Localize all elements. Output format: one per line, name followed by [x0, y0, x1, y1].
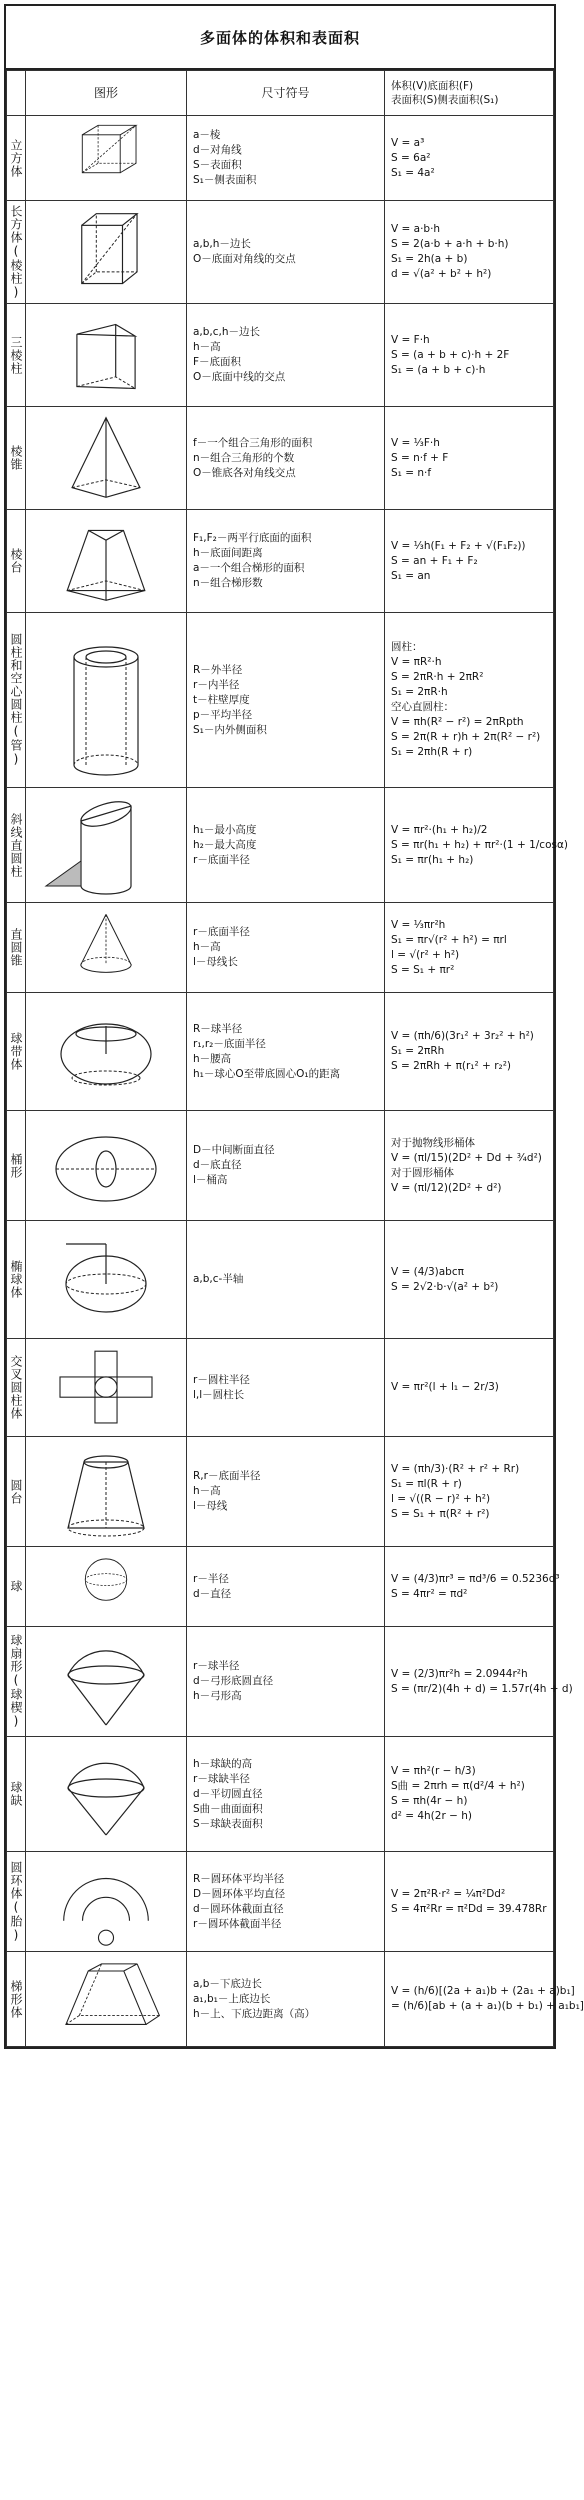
formula-item: S = (πr/2)(4h + d) = 1.57r(4h + d)	[391, 1682, 573, 1695]
symbol-item: h₁－球心O至带底圆心O₁的距离	[193, 1067, 341, 1080]
symbol-item: a₁,b₁－上底边长	[193, 1992, 271, 2005]
table-row	[7, 903, 554, 993]
solid-figure	[26, 304, 187, 407]
table-row	[7, 304, 554, 407]
formula-item: V = a³	[391, 136, 425, 149]
formula-item: S₁ = πr(h₁ + h₂)	[391, 853, 474, 866]
symbol-item: S曲－曲面面积	[193, 1802, 263, 1815]
formula-item: S = (a + b + c)·h + 2F	[391, 348, 510, 361]
solid-drawing	[26, 1224, 186, 1336]
formula-item: V = (4/3)πr³ = πd³/6 = 0.5236d³	[391, 1572, 560, 1585]
formula-item: 对于圆形桶体	[391, 1166, 454, 1179]
symbol-list	[187, 1221, 385, 1339]
formula-list	[385, 903, 554, 993]
symbol-item: S－球缺表面积	[193, 1817, 263, 1830]
formula-table	[6, 70, 584, 2047]
symbol-item: h－底面间距离	[193, 547, 263, 559]
solid-name: 直圆锥	[7, 903, 26, 993]
symbol-item: t－柱壁厚度	[193, 693, 250, 706]
solid-name: 交叉圆柱体	[7, 1339, 26, 1437]
formula-item: V = ⅓h(F₁ + F₂ + √(F₁F₂))	[391, 539, 526, 552]
formula-item: S = πh(4r − h)	[391, 1795, 468, 1807]
symbol-item: R,r－底面半径	[193, 1470, 261, 1482]
symbol-item: d－平切圆直径	[193, 1787, 263, 1800]
solid-figure	[26, 116, 187, 201]
formula-list	[385, 407, 554, 510]
symbol-item: r₁,r₂－底面半径	[193, 1037, 266, 1050]
formula-item: 圆柱：	[391, 641, 423, 653]
symbol-item: d－对角线	[193, 144, 242, 156]
formula-item: S = 4π²Rr = π²Dd = 39.478Rr	[391, 1902, 547, 1915]
formula-item: V = (πl/15)(2D² + Dd + ¾d²)	[391, 1151, 542, 1164]
solid-figure	[26, 407, 187, 510]
solid-drawing	[26, 1855, 186, 1949]
formula-item: S = 2(a·b + a·h + b·h)	[391, 238, 509, 250]
symbol-item: S₁－内外侧面积	[193, 723, 267, 736]
solid-drawing	[26, 791, 186, 900]
formula-item: V = πh²(r − h/3)	[391, 1765, 476, 1777]
solid-drawing	[26, 1440, 186, 1544]
formula-item: V = πr²·(h₁ + h₂)/2	[391, 823, 488, 836]
solid-name: 棱锥	[7, 407, 26, 510]
symbol-list	[187, 1547, 385, 1627]
table-row	[7, 201, 554, 304]
solid-drawing	[26, 1630, 186, 1734]
symbol-item: a－棱	[193, 129, 221, 141]
symbol-list	[187, 1952, 385, 2047]
solid-figure	[26, 1339, 187, 1437]
formula-item: S₁ = (a + b + c)·h	[391, 363, 486, 376]
formula-item: V = a·b·h	[391, 223, 441, 235]
solid-drawing	[26, 513, 186, 610]
table-row	[7, 1627, 554, 1737]
header-blank	[7, 71, 26, 116]
formula-list	[385, 510, 554, 613]
solid-name: 桶形	[7, 1111, 26, 1221]
table-row	[7, 1339, 554, 1437]
formula-list	[385, 1111, 554, 1221]
symbol-list	[187, 1339, 385, 1437]
solid-name: 球带体	[7, 993, 26, 1111]
formula-item: d = √(a² + b² + h²)	[391, 268, 492, 280]
solid-drawing	[26, 996, 186, 1108]
formula-item: S₁ = πl(R + r)	[391, 1477, 462, 1490]
formula-list	[385, 201, 554, 304]
symbol-item: O－底面对角线的交点	[193, 253, 296, 265]
formula-list	[385, 1852, 554, 1952]
formula-item: S = n·f + F	[391, 451, 449, 464]
solid-drawing	[26, 307, 186, 404]
symbol-item: a－一个组合梯形的面积	[193, 562, 305, 574]
symbol-list	[187, 510, 385, 613]
solid-figure	[26, 1547, 187, 1627]
table-row	[7, 788, 554, 903]
solid-name: 梯形体	[7, 1952, 26, 2047]
table-row	[7, 1547, 554, 1627]
formula-item: V = πr²(l + l₁ − 2r/3)	[391, 1381, 499, 1393]
table-row	[7, 1437, 554, 1547]
solid-name: 圆台	[7, 1437, 26, 1547]
solid-figure	[26, 1952, 187, 2047]
symbol-item: d－圆环体截面直径	[193, 1902, 284, 1915]
formula-item: V = (2/3)πr²h = 2.0944r²h	[391, 1667, 528, 1680]
symbol-item: F₁,F₂－两平行底面的面积	[193, 532, 312, 544]
solid-name: 斜线直圆柱	[7, 788, 26, 903]
formula-item: V = (πl/12)(2D² + d²)	[391, 1181, 502, 1194]
formula-item: V = (πh/6)(3r₁² + 3r₂² + h²)	[391, 1030, 534, 1042]
formula-item: d² = 4h(2r − h)	[391, 1810, 473, 1822]
symbol-list	[187, 201, 385, 304]
formula-list	[385, 993, 554, 1111]
symbol-list	[187, 1437, 385, 1547]
formula-item: 对于抛物线形桶体	[391, 1136, 475, 1149]
formula-item: = (h/6)[ab + (a + a₁)(b + b₁) + a₁b₁]	[391, 2000, 584, 2012]
symbol-item: l,l－圆柱长	[193, 1388, 245, 1401]
formula-item: l = √((R − r)² + h²)	[391, 1492, 491, 1505]
formula-item: S₁ = 4a²	[391, 166, 435, 179]
solid-drawing	[26, 1550, 186, 1624]
solid-figure	[26, 993, 187, 1111]
formula-item: S = 2π(R + r)h + 2π(R² − r²)	[391, 731, 541, 743]
formula-item: V = F·h	[391, 333, 430, 346]
formula-item: S₁ = 2πR·h	[391, 686, 448, 698]
formula-item: S = 2πRh + π(r₁² + r₂²)	[391, 1060, 512, 1072]
formula-item: S₁ = n·f	[391, 466, 432, 479]
formula-list	[385, 1737, 554, 1852]
solid-figure	[26, 613, 187, 788]
symbol-item: a,b,c,h－边长	[193, 326, 261, 338]
formula-item: S₁ = 2h(a + b)	[391, 253, 468, 265]
solid-figure	[26, 1111, 187, 1221]
symbol-item: R－圆环体平均半径	[193, 1872, 285, 1885]
solid-figure	[26, 903, 187, 993]
formula-list	[385, 1339, 554, 1437]
formula-item: S₁ = 2πRh	[391, 1045, 445, 1057]
symbol-list	[187, 407, 385, 510]
symbol-item: n－组合梯形数	[193, 577, 263, 589]
symbol-list	[187, 1111, 385, 1221]
header-symbols: 尺寸符号	[187, 71, 385, 116]
solid-name: 椭球体	[7, 1221, 26, 1339]
symbol-item: h－腰高	[193, 1052, 232, 1065]
table-body	[7, 116, 584, 2047]
formula-item: V = ⅓F·h	[391, 436, 440, 449]
symbol-item: D－圆环体平均直径	[193, 1887, 286, 1900]
formula-item: S = 2πR·h + 2πR²	[391, 671, 484, 683]
symbol-item: r－圆环体截面半径	[193, 1917, 282, 1930]
symbol-item: l－母线长	[193, 956, 238, 968]
symbol-item: h₁－最小高度	[193, 823, 257, 836]
symbol-item: a,b,c-半轴	[193, 1273, 244, 1285]
solid-name: 球扇形(球楔)	[7, 1627, 26, 1737]
solid-drawing	[26, 204, 186, 301]
formula-item: S = 2√2·b·√(a² + b²)	[391, 1280, 499, 1293]
formula-list	[385, 1221, 554, 1339]
symbol-item: r－球半径	[193, 1660, 240, 1672]
symbol-item: r－球缺半径	[193, 1772, 250, 1785]
symbol-item: S₁－侧表面积	[193, 174, 257, 186]
solid-drawing	[26, 906, 186, 990]
solid-name: 球	[7, 1547, 26, 1627]
symbol-item: d－底直径	[193, 1159, 242, 1171]
symbol-item: h－上、下底边距离（高）	[193, 2007, 316, 2020]
table-row	[7, 1952, 554, 2047]
solid-drawing	[26, 1740, 186, 1849]
table-row	[7, 510, 554, 613]
formula-item: V = (4/3)abcπ	[391, 1265, 464, 1278]
symbol-list	[187, 613, 385, 788]
formula-item: S₁ = an	[391, 569, 431, 582]
table-row	[7, 1111, 554, 1221]
symbol-item: l－桶高	[193, 1174, 228, 1186]
symbol-list	[187, 304, 385, 407]
symbol-item: p－平均半径	[193, 708, 253, 721]
symbol-item: R－球半径	[193, 1022, 243, 1035]
formula-item: S曲 = 2πrh = π(d²/4 + h²)	[391, 1780, 525, 1792]
symbol-item: h₂－最大高度	[193, 838, 257, 851]
symbol-item: n－组合三角形的个数	[193, 451, 295, 464]
formula-item: S = an + F₁ + F₂	[391, 554, 478, 567]
formula-item: V = πh(R² − r²) = 2πRpth	[391, 716, 524, 728]
solid-name: 圆环体(胎)	[7, 1852, 26, 1952]
symbol-item: l－母线	[193, 1500, 228, 1512]
header-formula-line2: 表面积(S)侧表面积(S₁)	[391, 94, 499, 106]
symbol-list	[187, 116, 385, 201]
formula-item: S = πr(h₁ + h₂) + πr²·(1 + 1/cosα)	[391, 838, 568, 851]
solid-figure	[26, 1737, 187, 1852]
symbol-item: a,b－下底边长	[193, 1977, 262, 1990]
table-row	[7, 993, 554, 1111]
symbol-list	[187, 993, 385, 1111]
symbol-list	[187, 788, 385, 903]
solid-figure	[26, 1627, 187, 1737]
solid-drawing	[26, 1342, 186, 1434]
page-title: 多面体的体积和表面积	[6, 6, 554, 70]
formula-item: S = S₁ + πr²	[391, 963, 455, 976]
solid-drawing	[26, 1955, 186, 2044]
solid-figure	[26, 1852, 187, 1952]
formula-list	[385, 1547, 560, 1627]
symbol-item: r－半径	[193, 1572, 229, 1585]
symbol-item: d－直径	[193, 1587, 232, 1600]
solid-figure	[26, 1221, 187, 1339]
formula-item: V = (h/6)[(2a + a₁)b + (2a₁ + a)b₁]	[391, 1985, 575, 1997]
symbol-item: h－高	[193, 341, 221, 353]
formula-item: S = S₁ + π(R² + r²)	[391, 1507, 490, 1520]
symbol-item: F－底面积	[193, 356, 242, 368]
formula-item: S = 4πr² = πd²	[391, 1587, 468, 1600]
symbol-item: r－内半径	[193, 678, 240, 691]
header-figure: 图形	[26, 71, 187, 116]
table-row	[7, 1221, 554, 1339]
table-row	[7, 116, 554, 201]
formula-item: l = √(r² + h²)	[391, 948, 460, 961]
symbol-list	[187, 1627, 385, 1737]
symbol-item: a,b,h－边长	[193, 238, 251, 250]
header-formula	[385, 71, 554, 116]
symbol-item: f－一个组合三角形的面积	[193, 436, 313, 449]
symbol-item: R－外半径	[193, 663, 243, 676]
formula-list	[385, 1437, 554, 1547]
symbol-item: r－底面半径	[193, 853, 250, 866]
symbol-item: S－表面积	[193, 159, 242, 171]
formula-list	[385, 304, 554, 407]
symbol-item: O－锥底各对角线交点	[193, 466, 296, 479]
table-row	[7, 613, 554, 788]
symbol-item: d－弓形底圆直径	[193, 1675, 274, 1687]
solid-name: 立方体	[7, 116, 26, 201]
table-header	[7, 71, 554, 116]
formula-item: S = 6a²	[391, 151, 431, 164]
symbol-item: h－高	[193, 1485, 221, 1497]
symbol-item: h－弓形高	[193, 1690, 242, 1702]
symbol-item: r－圆柱半径	[193, 1373, 250, 1386]
symbol-item: r－底面半径	[193, 926, 250, 938]
table-row	[7, 1737, 554, 1852]
symbol-list	[187, 903, 385, 993]
symbol-list	[187, 1852, 385, 1952]
formula-list	[385, 613, 554, 788]
symbol-list	[187, 1737, 385, 1852]
solid-figure	[26, 788, 187, 903]
formula-item: V = (πh/3)·(R² + r² + Rr)	[391, 1462, 520, 1475]
formula-item: V = πR²·h	[391, 656, 442, 668]
solid-name: 棱台	[7, 510, 26, 613]
formula-list	[385, 1952, 584, 2047]
symbol-item: O－底面中线的交点	[193, 371, 286, 383]
formula-item: V = ⅓πr²h	[391, 918, 446, 931]
solid-name: 球缺	[7, 1737, 26, 1852]
formula-list	[385, 788, 568, 903]
solid-name: 圆柱和空心圆柱(管)	[7, 613, 26, 788]
solid-drawing	[26, 119, 186, 198]
solid-name: 三棱柱	[7, 304, 26, 407]
symbol-item: h－球缺的高	[193, 1757, 253, 1770]
table-row	[7, 1852, 554, 1952]
formula-item: V = 2π²R·r² = ¼π²Dd²	[391, 1887, 506, 1900]
table-row	[7, 407, 554, 510]
solid-name: 长方体(棱柱)	[7, 201, 26, 304]
formula-item: S₁ = πr√(r² + h²) = πrl	[391, 933, 507, 946]
formula-item: S₁ = 2πh(R + r)	[391, 746, 473, 758]
symbol-item: D－中间断面直径	[193, 1144, 275, 1156]
solid-drawing	[26, 1114, 186, 1218]
solid-drawing	[26, 625, 186, 775]
solid-figure	[26, 201, 187, 304]
solid-drawing	[26, 410, 186, 507]
formula-list	[385, 1627, 573, 1737]
solid-figure	[26, 1437, 187, 1547]
formula-sheet	[4, 4, 584, 2049]
formula-list	[385, 116, 554, 201]
header-formula-line1: 体积(V)底面积(F)	[391, 80, 474, 92]
formula-item: 空心直圆柱：	[391, 701, 454, 713]
symbol-item: h－高	[193, 941, 221, 953]
solid-figure	[26, 510, 187, 613]
